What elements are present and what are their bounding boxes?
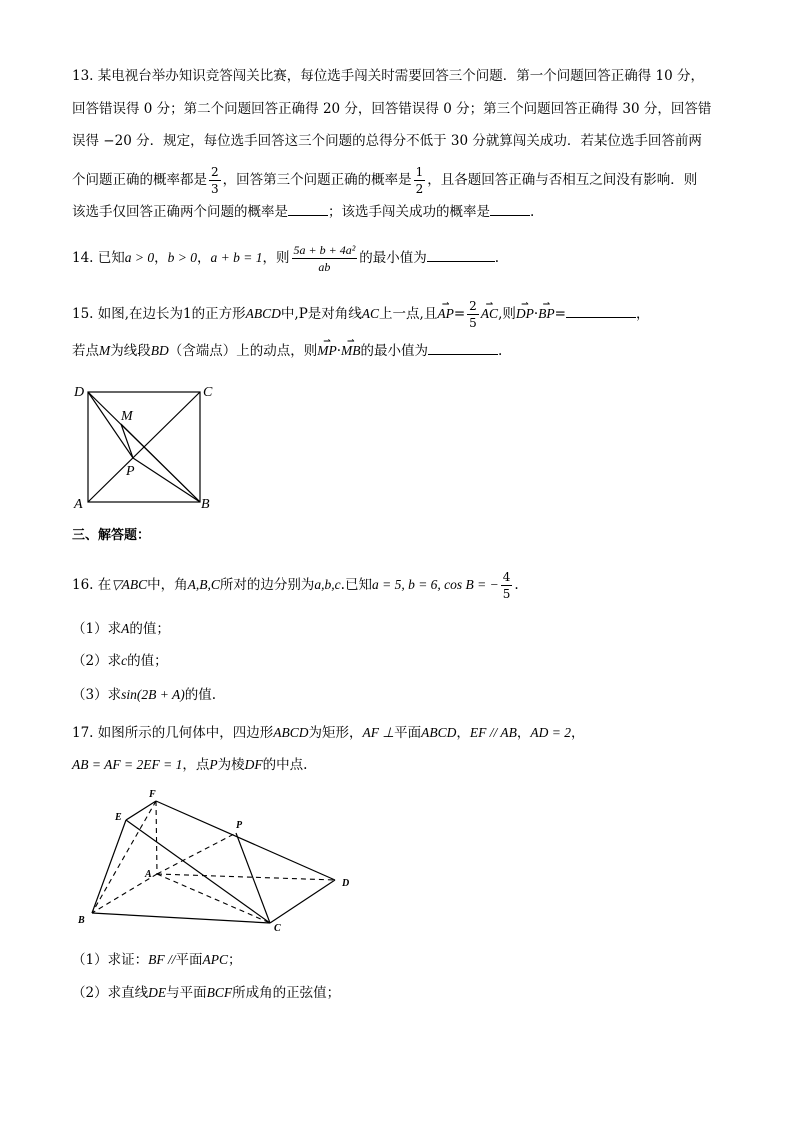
q13-line3: 误得 −20 分．规定，每位选手回答这三个问题的总得分不低于 30 分就算闯关成功．若某位选手回答前两 [72, 133, 702, 149]
answer-blank [428, 342, 498, 355]
q13-line5 [72, 202, 534, 222]
q15-line2: 若点M为线段BD（含端点）上的动点，则⇀ MP·⇀ MB的最小值为 . [72, 341, 502, 361]
q14-line: 14. 已知a > 0，b > 0，a + b = 1，则 $\frac{\text{5a + b + 4a²}}{ab}$ 的最小值为 . [72, 243, 500, 274]
fraction: $\frac{2}{5}$ [469, 299, 477, 330]
label-B: B [78, 915, 85, 926]
fraction: $\frac{2}{3}$ [211, 165, 219, 196]
label-D: D [74, 385, 85, 400]
q13-line4 [72, 166, 697, 195]
label-B: B [201, 497, 210, 512]
solid-figure [70, 785, 360, 935]
label-P: P [126, 464, 135, 479]
q17-line1: 17. 如图所示的几何体中，四边形ABCD为矩形，AF ⊥平面ABCD，EF // AB，AD = 2， [72, 725, 585, 741]
answer-blank [566, 305, 636, 318]
label-F: F [149, 789, 156, 800]
q16-part1: （1）求A的值； [72, 621, 170, 637]
q13-line1: 13. 某电视台举办知识竞答闯关比赛，每位选手闯关时需要回答三个问题．第一个问题回答正确得 10 分， [72, 68, 705, 84]
q13-text: 个问题正确的概率都是 [72, 172, 207, 188]
q13-text: ，且各题回答正确与否相互之间没有影响．则 [427, 172, 698, 188]
label-D: D [342, 878, 350, 889]
q13-text: 该选手仅回答正确两个问题的概率是 [72, 204, 288, 220]
label-P: P [236, 820, 243, 831]
q13-text: . [530, 204, 535, 220]
q17-line2: AB = AF = 2EF = 1，点P为棱DF的中点. [72, 757, 308, 773]
label-C: C [203, 385, 213, 400]
q16-line: 16. 在▽ABC中，角A,B,C所对的边分别为a,b,c.已知a = 5, b = 6, cos B = − $\frac{4}{5}$ . [72, 570, 519, 601]
square-figure [70, 380, 230, 512]
q13-line2: 回答错误得 0 分；第二个问题回答正确得 20 分，回答错误得 0 分；第三个问题回答正确得 30 分，回答错 [72, 101, 712, 117]
q13-text: ；该选手闯关成功的概率是 [328, 204, 490, 220]
answer-blank [427, 249, 495, 262]
q16-part3: （3）求sin(2B + A)的值. [72, 687, 216, 703]
fraction: $\frac{\text{5a + b + 4a²}}{ab}$ [293, 243, 356, 274]
q17-part1: （1）求证：BF //平面APC； [72, 952, 242, 968]
answer-blank [288, 203, 328, 216]
q13-text: ，回答第三个问题正确的概率是 [222, 172, 412, 188]
label-C: C [274, 923, 281, 934]
label-M: M [121, 409, 133, 424]
q15-line1: 15. 如图,在边长为1的正方形ABCD中,P是对角线AC上一点,且⇀ AP= $\frac{2}{5}$ ⇀ AC,则⇀ DP·⇀ BP= ， [72, 300, 649, 329]
fraction: $\frac{4}{5}$ [502, 570, 511, 601]
fraction: $\frac{1}{2}$ [415, 165, 424, 196]
section-header: 三、解答题： [72, 528, 151, 543]
q16-part2: （2）求c的值； [72, 653, 168, 669]
label-E: E [115, 812, 122, 823]
label-A: A [74, 497, 83, 512]
q17-part2: （2）求直线DE与平面BCF所成角的正弦值； [72, 985, 341, 1001]
answer-blank [490, 203, 530, 216]
label-A: A [145, 869, 152, 880]
